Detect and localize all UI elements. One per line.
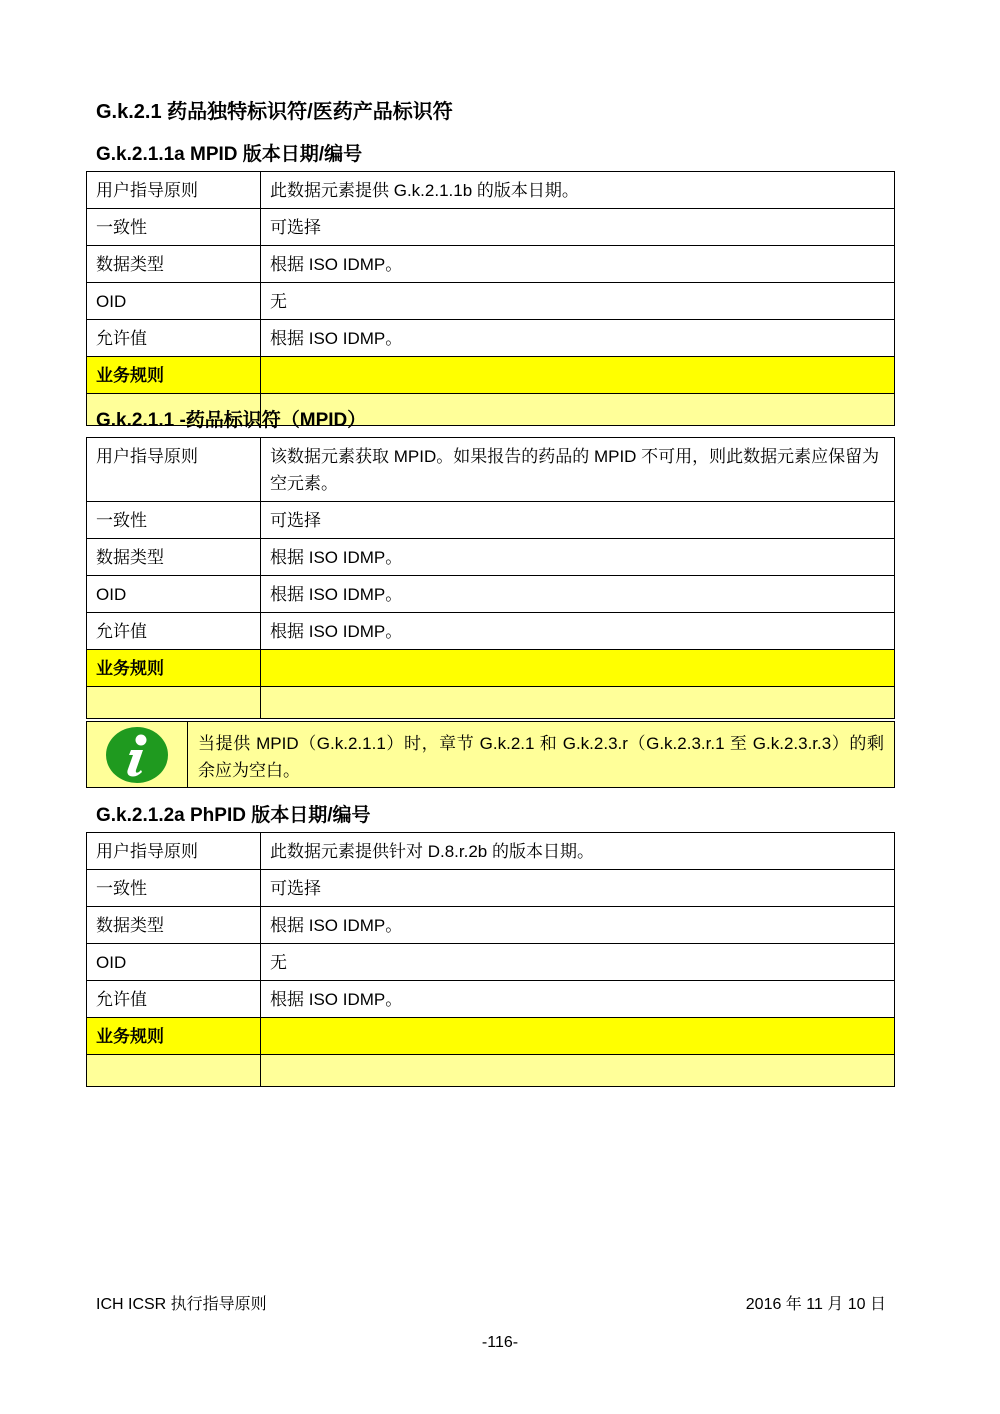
row-label: 一致性	[87, 502, 261, 539]
row-value: 根据 ISO IDMP。	[261, 576, 895, 613]
business-rules-content-row	[87, 1055, 895, 1087]
business-rules-row	[87, 650, 895, 687]
row-label: OID	[87, 944, 261, 981]
spec-table	[86, 437, 895, 719]
table-row	[87, 833, 895, 870]
business-rules-label: 业务规则	[87, 650, 261, 687]
row-label: 允许值	[87, 613, 261, 650]
row-label: 数据类型	[87, 539, 261, 576]
row-value: 该数据元素获取 MPID。如果报告的药品的 MPID 不可用，则此数据元素应保留为空元素。	[261, 438, 895, 502]
row-value: 此数据元素提供 G.k.2.1.1b 的版本日期。	[261, 172, 895, 209]
spec-table	[86, 171, 895, 426]
row-label: 数据类型	[87, 246, 261, 283]
row-label: 数据类型	[87, 907, 261, 944]
row-value: 根据 ISO IDMP。	[261, 539, 895, 576]
row-value: 此数据元素提供针对 D.8.r.2b 的版本日期。	[261, 833, 895, 870]
row-label: 一致性	[87, 870, 261, 907]
row-value: 根据 ISO IDMP。	[261, 907, 895, 944]
table-row	[87, 576, 895, 613]
table-heading: G.k.2.1.1 -药品标识符（MPID）	[96, 410, 367, 431]
business-rules-label: 业务规则	[87, 357, 261, 394]
spec-table	[86, 832, 895, 1087]
table-row	[87, 246, 895, 283]
row-value: 可选择	[261, 209, 895, 246]
row-label: 允许值	[87, 320, 261, 357]
business-rules-row	[87, 357, 895, 394]
footer-date: 2016 年 11 月 10 日	[745, 1296, 886, 1313]
table-row	[87, 209, 895, 246]
table-heading: G.k.2.1.1a MPID 版本日期/编号	[96, 144, 363, 165]
table-row	[87, 320, 895, 357]
table-row	[87, 981, 895, 1018]
row-value: 根据 ISO IDMP。	[261, 613, 895, 650]
business-rules-row	[87, 1018, 895, 1055]
table-row	[87, 502, 895, 539]
info-icon	[105, 726, 169, 784]
row-value: 无	[261, 944, 895, 981]
table-row	[87, 613, 895, 650]
table-row	[87, 438, 895, 502]
row-value: 根据 ISO IDMP。	[261, 981, 895, 1018]
table-row	[87, 907, 895, 944]
table-row	[87, 283, 895, 320]
row-value: 无	[261, 283, 895, 320]
row-label: 用户指导原则	[87, 172, 261, 209]
row-label: 一致性	[87, 209, 261, 246]
table-heading: G.k.2.1.2a PhPID 版本日期/编号	[96, 805, 371, 826]
row-value: 根据 ISO IDMP。	[261, 320, 895, 357]
row-label: OID	[87, 576, 261, 613]
business-rules-value	[261, 1018, 895, 1055]
row-value: 根据 ISO IDMP。	[261, 246, 895, 283]
row-value: 可选择	[261, 870, 895, 907]
section-title: G.k.2.1 药品独特标识符/医药产品标识符	[96, 101, 453, 123]
footer-left: ICH ICSR 执行指导原则	[96, 1296, 267, 1313]
row-label: 用户指导原则	[87, 438, 261, 502]
business-rules-label: 业务规则	[87, 1018, 261, 1055]
business-rules-content-row	[87, 687, 895, 719]
business-rules-value	[261, 650, 895, 687]
row-value: 可选择	[261, 502, 895, 539]
row-label: 允许值	[87, 981, 261, 1018]
page-number: -116-	[481, 1334, 519, 1351]
table-row	[87, 539, 895, 576]
business-rules-value	[261, 357, 895, 394]
table-row	[87, 944, 895, 981]
row-label: 用户指导原则	[87, 833, 261, 870]
row-label: OID	[87, 283, 261, 320]
table-row	[87, 870, 895, 907]
info-note	[86, 721, 895, 788]
note-text: 当提供 MPID（G.k.2.1.1）时，章节 G.k.2.1 和 G.k.2.3.r（G.k.2.3.r.1 至 G.k.2.3.r.3）的剩余应为空白。	[198, 734, 884, 780]
table-row	[87, 172, 895, 209]
